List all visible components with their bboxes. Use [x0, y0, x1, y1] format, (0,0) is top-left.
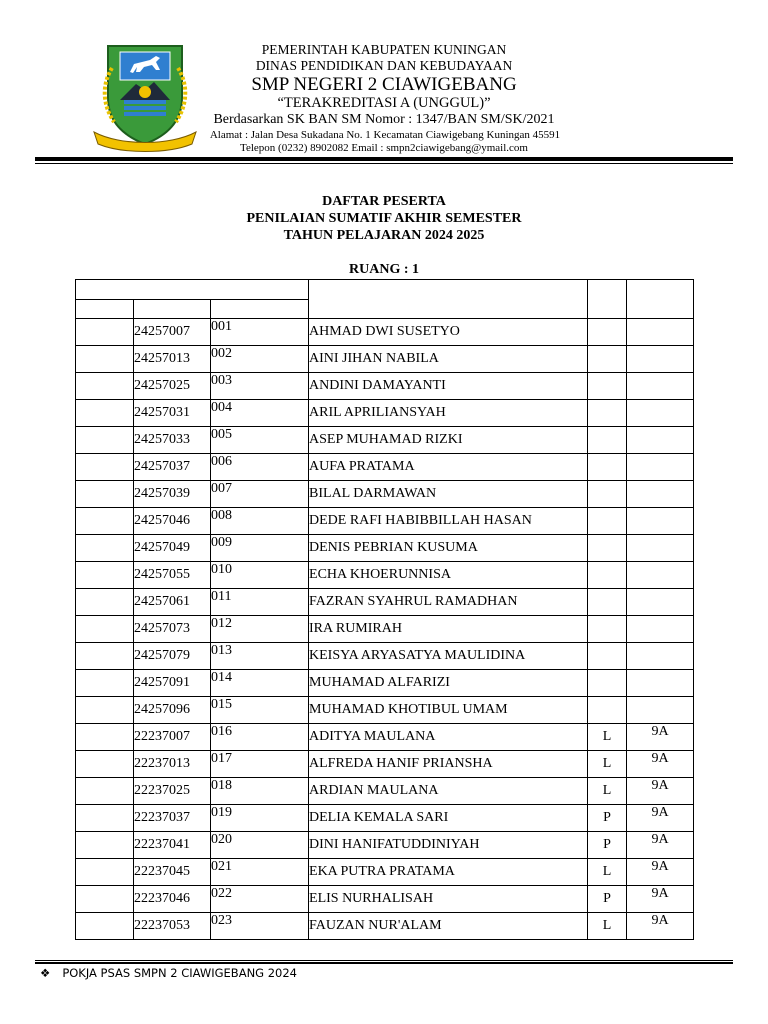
cell-nis: 24257096 [134, 697, 211, 724]
cell-index [76, 346, 134, 373]
cell-kelas [627, 562, 694, 589]
table-row [76, 481, 694, 508]
table-row [76, 859, 694, 886]
cell-no: 022 [211, 886, 309, 913]
cell-no: 006 [211, 454, 309, 481]
participant-table [75, 279, 694, 940]
cell-nis: 22237046 [134, 886, 211, 913]
table-row [76, 697, 694, 724]
cell-kelas [627, 373, 694, 400]
cell-jk [588, 319, 627, 346]
cell-nis: 24257079 [134, 643, 211, 670]
kabupaten-kuningan-crest-icon [90, 40, 200, 152]
cell-jk [588, 697, 627, 724]
cell-nama: AINI JIHAN NABILA [309, 346, 588, 373]
table-row [76, 913, 694, 940]
accreditation-line: “TERAKREDITASI A (UNGGUL)” [277, 95, 491, 111]
cell-index [76, 481, 134, 508]
cell-no: 013 [211, 643, 309, 670]
cell-index [76, 832, 134, 859]
cell-nama: DENIS PEBRIAN KUSUMA [309, 535, 588, 562]
table-row [76, 400, 694, 427]
table-row [76, 751, 694, 778]
letterhead [0, 0, 768, 165]
cell-nis: 22237025 [134, 778, 211, 805]
cell-no: 009 [211, 535, 309, 562]
cell-kelas [627, 481, 694, 508]
cell-kelas: 9A [627, 886, 694, 913]
cell-kelas [627, 454, 694, 481]
cell-no: 016 [211, 724, 309, 751]
cell-nama: AUFA PRATAMA [309, 454, 588, 481]
cell-kelas: 9A [627, 832, 694, 859]
cell-nama: ARDIAN MAULANA [309, 778, 588, 805]
cell-jk: P [588, 832, 627, 859]
table-row [76, 454, 694, 481]
cell-no: 004 [211, 400, 309, 427]
cell-nama: ARIL APRILIANSYAH [309, 400, 588, 427]
address-line: Alamat : Jalan Desa Sukadana No. 1 Kecamatan Ciawigebang Kuningan 45591 [209, 129, 561, 141]
cell-index [76, 508, 134, 535]
cell-jk: P [588, 805, 627, 832]
cell-no: 011 [211, 589, 309, 616]
cell-nama: ADITYA MAULANA [309, 724, 588, 751]
cell-nis: 22237045 [134, 859, 211, 886]
cell-kelas: 9A [627, 778, 694, 805]
cell-index [76, 724, 134, 751]
cell-kelas [627, 346, 694, 373]
cell-kelas [627, 508, 694, 535]
cell-index [76, 697, 134, 724]
cell-jk [588, 616, 627, 643]
cell-jk: L [588, 751, 627, 778]
cell-jk: L [588, 859, 627, 886]
header-divider-thick [35, 157, 733, 161]
cell-kelas [627, 535, 694, 562]
cell-nama: ECHA KHOERUNNISA [309, 562, 588, 589]
cell-nama: MUHAMAD ALFARIZI [309, 670, 588, 697]
cell-nis: 22237053 [134, 913, 211, 940]
cell-index [76, 805, 134, 832]
diamond-bullet-icon: ❖ [40, 966, 51, 980]
cell-kelas [627, 670, 694, 697]
cell-no: 023 [211, 913, 309, 940]
cell-nama: KEISYA ARYASATYA MAULIDINA [309, 643, 588, 670]
cell-no: 010 [211, 562, 309, 589]
table-header-row [76, 280, 694, 300]
cell-index [76, 886, 134, 913]
table-row [76, 319, 694, 346]
cell-no: 017 [211, 751, 309, 778]
cell-index [76, 454, 134, 481]
cell-nis: 22237007 [134, 724, 211, 751]
cell-index [76, 535, 134, 562]
cell-nis: 24257037 [134, 454, 211, 481]
cell-jk [588, 562, 627, 589]
cell-nis: 24257007 [134, 319, 211, 346]
academic-year: TAHUN PELAJARAN 2024 2025 [283, 228, 485, 243]
header-cell-number [211, 300, 309, 319]
cell-no: 001 [211, 319, 309, 346]
footer [40, 966, 297, 980]
cell-kelas: 9A [627, 859, 694, 886]
cell-jk [588, 427, 627, 454]
cell-nama: BILAL DARMAWAN [309, 481, 588, 508]
cell-index [76, 778, 134, 805]
header-cell-name [309, 280, 588, 319]
cell-jk [588, 400, 627, 427]
cell-jk [588, 373, 627, 400]
cell-jk: L [588, 724, 627, 751]
cell-nis: 24257061 [134, 589, 211, 616]
cell-nama: ANDINI DAMAYANTI [309, 373, 588, 400]
cell-no: 003 [211, 373, 309, 400]
cell-nis: 24257025 [134, 373, 211, 400]
cell-nis: 22237041 [134, 832, 211, 859]
cell-jk [588, 589, 627, 616]
cell-no: 005 [211, 427, 309, 454]
footer-divider-thin [35, 960, 733, 961]
cell-index [76, 562, 134, 589]
cell-nama: IRA RUMIRAH [309, 616, 588, 643]
table-row [76, 670, 694, 697]
cell-nis: 24257013 [134, 346, 211, 373]
cell-kelas [627, 643, 694, 670]
cell-no: 008 [211, 508, 309, 535]
table-row [76, 724, 694, 751]
cell-kelas [627, 697, 694, 724]
cell-kelas [627, 589, 694, 616]
cell-nama: ASEP MUHAMAD RIZKI [309, 427, 588, 454]
cell-jk: P [588, 886, 627, 913]
cell-nis: 24257031 [134, 400, 211, 427]
cell-nama: AHMAD DWI SUSETYO [309, 319, 588, 346]
cell-nis: 22237013 [134, 751, 211, 778]
cell-jk [588, 346, 627, 373]
cell-no: 014 [211, 670, 309, 697]
cell-nis: 24257073 [134, 616, 211, 643]
cell-nama: FAZRAN SYAHRUL RAMADHAN [309, 589, 588, 616]
cell-no: 020 [211, 832, 309, 859]
table-row [76, 373, 694, 400]
decree-line: Berdasarkan SK BAN SM Nomor : 1347/BAN SM/SK/2021 [213, 112, 555, 127]
cell-jk [588, 535, 627, 562]
cell-index [76, 589, 134, 616]
cell-nis: 24257091 [134, 670, 211, 697]
table-row [76, 805, 694, 832]
cell-jk: L [588, 778, 627, 805]
cell-index [76, 859, 134, 886]
cell-index [76, 319, 134, 346]
contact-line: Telepon (0232) 8902082 Email : smpn2ciawigebang@ymail.com [240, 142, 528, 154]
table-row [76, 535, 694, 562]
cell-no: 002 [211, 346, 309, 373]
cell-nis: 22237037 [134, 805, 211, 832]
cell-index [76, 751, 134, 778]
cell-kelas: 9A [627, 805, 694, 832]
table-row [76, 832, 694, 859]
cell-kelas [627, 400, 694, 427]
table-row [76, 346, 694, 373]
header-cell-index [76, 300, 134, 319]
cell-index [76, 427, 134, 454]
cell-kelas: 9A [627, 724, 694, 751]
table-row [76, 778, 694, 805]
table-row [76, 616, 694, 643]
table-row [76, 562, 694, 589]
table-row [76, 886, 694, 913]
header-cell-nis [134, 300, 211, 319]
cell-nama: FAUZAN NUR'ALAM [309, 913, 588, 940]
cell-jk: L [588, 913, 627, 940]
cell-nama: MUHAMAD KHOTIBUL UMAM [309, 697, 588, 724]
cell-nis: 24257039 [134, 481, 211, 508]
cell-kelas: 9A [627, 751, 694, 778]
header-divider-thin [35, 163, 733, 164]
cell-no: 021 [211, 859, 309, 886]
cell-nis: 24257046 [134, 508, 211, 535]
cell-nama: EKA PUTRA PRATAMA [309, 859, 588, 886]
cell-jk [588, 508, 627, 535]
cell-kelas [627, 427, 694, 454]
cell-jk [588, 670, 627, 697]
cell-index [76, 616, 134, 643]
department-line: DINAS PENDIDIKAN DAN KEBUDAYAAN [255, 58, 513, 73]
document-title: DAFTAR PESERTA [322, 194, 446, 209]
document-subtitle: PENILAIAN SUMATIF AKHIR SEMESTER [246, 211, 522, 226]
footer-text: POKJA PSAS SMPN 2 CIAWIGEBANG 2024 [62, 966, 298, 980]
header-cell-gender [588, 280, 627, 319]
cell-nama: DELIA KEMALA SARI [309, 805, 588, 832]
government-line: PEMERINTAH KABUPATEN KUNINGAN [261, 42, 507, 57]
table-row [76, 589, 694, 616]
footer-divider-thick [35, 962, 733, 964]
cell-nama: ALFREDA HANIF PRIANSHA [309, 751, 588, 778]
cell-no: 019 [211, 805, 309, 832]
cell-index [76, 373, 134, 400]
cell-kelas: 9A [627, 913, 694, 940]
header-cell-group [76, 280, 309, 300]
cell-jk [588, 454, 627, 481]
table-row [76, 427, 694, 454]
room-label: RUANG : 1 [349, 262, 419, 277]
cell-jk [588, 643, 627, 670]
cell-kelas [627, 319, 694, 346]
cell-jk [588, 481, 627, 508]
cell-no: 012 [211, 616, 309, 643]
cell-index [76, 913, 134, 940]
cell-nis: 24257033 [134, 427, 211, 454]
cell-no: 007 [211, 481, 309, 508]
cell-nama: DINI HANIFATUDDINIYAH [309, 832, 588, 859]
cell-kelas [627, 616, 694, 643]
header-cell-class [627, 280, 694, 319]
table-row [76, 508, 694, 535]
cell-nama: DEDE RAFI HABIBBILLAH HASAN [309, 508, 588, 535]
cell-no: 018 [211, 778, 309, 805]
school-name: SMP NEGERI 2 CIAWIGEBANG [251, 74, 517, 95]
cell-no: 015 [211, 697, 309, 724]
cell-nama: ELIS NURHALISAH [309, 886, 588, 913]
cell-index [76, 670, 134, 697]
cell-nis: 24257049 [134, 535, 211, 562]
cell-index [76, 643, 134, 670]
cell-nis: 24257055 [134, 562, 211, 589]
cell-index [76, 400, 134, 427]
table-row [76, 643, 694, 670]
